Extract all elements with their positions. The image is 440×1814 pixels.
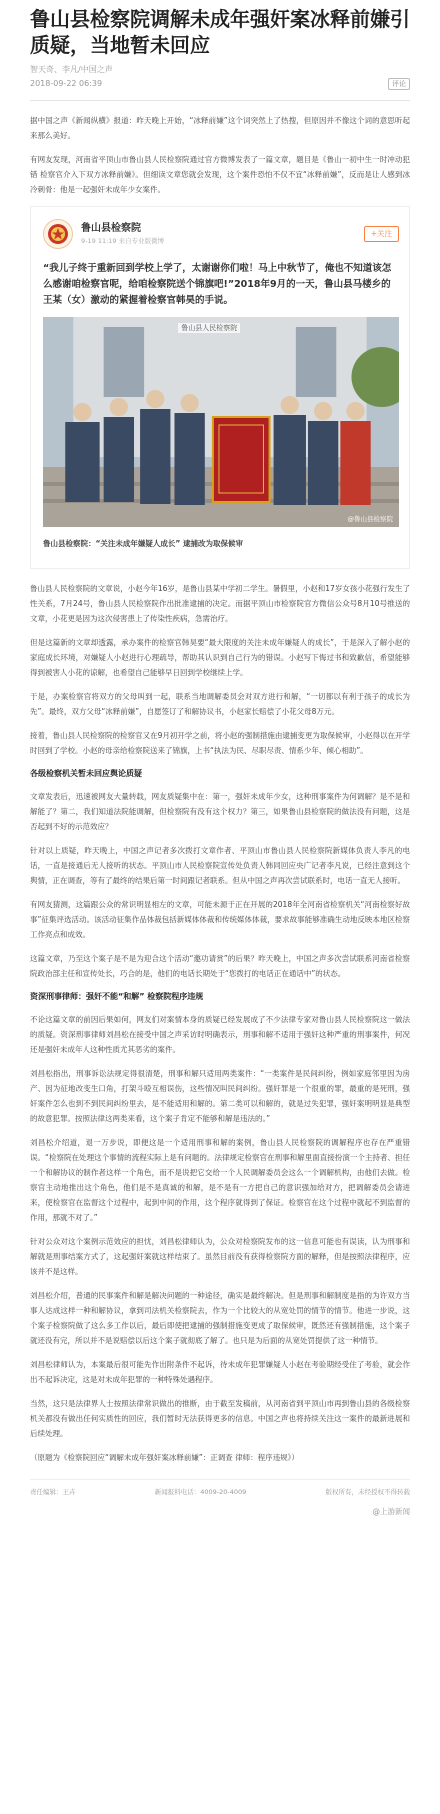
section3-paragraph-1: 不论这篇文章的前因后果如何，网友们对案情本身的质疑已经发展成了不少法律专家对鲁山县人民检察院这一做法的质疑。资深刑事律师刘昌松在接受中国之声采访时明确表示，刑事和解不适用于强奸这种严重的刑事案件，何况还是强奸未成年人这种性质尤其恶劣的案件。	[30, 1015, 410, 1054]
body-paragraph-2: 但是这篇新的文章却透露，承办案件的检察官韩昊要“最大限度的关注未成年嫌疑人的成长”，于是深入了解小赵的家庭成长环境，对嫌疑人小赵进行心理疏导，帮助其认识到自己行为的错误。小赵写下悔过书和致歉信，希望能够得到被害人小花的谅解，也希望自己能够早日回到学校继续上学。	[30, 638, 410, 677]
section-heading-3: 资深刑事律师：强奸不能“和解” 检察院程序违规	[30, 992, 204, 1001]
photo-banner-text: 鲁山县人民检察院	[178, 323, 240, 333]
section3-paragraph-6: 刘昌松律师认为，本案最后很可能先作出附条件不起诉，待未成年犯罪嫌疑人小赵在考验期经受住了考验，就会作出不起诉决定，这是对未成年犯罪的一种特殊处遇程序。	[30, 1360, 410, 1384]
weibo-post-text: “我儿子终于重新回到学校上学了，太谢谢你们啦！马上中秋节了，俺也不知道该怎么感谢咱检察官呢，给咱检察院送个锦旗吧!”2018年9月的一天，鲁山县马楼乡的王某（女）激动的紧握着检察官韩昊的手说。	[43, 263, 392, 306]
divider	[30, 100, 410, 101]
original-title-note: （原题为《检察院回应“调解未成年强奸案冰释前嫌”：正调查 律师：程序违规》）	[30, 1453, 299, 1462]
section3-paragraph-4: 针对公众对这个案例示范效应的担忧，刘昌松律师认为，公众对检察院发布的这一信息可能也有误读，认为刑事和解就是刑事结案方式了，这起强奸案就这样结束了。虽然目前没有获得检察院方面的解释，但是按照法律程序，应该并不是这样。	[30, 1237, 410, 1276]
procuratorate-emblem-icon[interactable]	[43, 219, 73, 249]
body-paragraph-3: 于是，办案检察官将双方的父母叫到一起，联系当地调解委员会对双方进行和解，“一切都以有利于孩子的成长为先”。最终，双方父母“冰释前嫌”，自愿签订了和解协议书，小赵家长赔偿了小花父母8万元。	[30, 692, 410, 716]
article-date: 2018-09-22 06:39	[30, 79, 103, 88]
article-footer	[30, 1479, 410, 1518]
body-paragraph-1: 鲁山县人民检察院的文章说，小赵今年16岁，是鲁山县某中学初二学生。暑假里，小赵和17岁女孩小花强行发生了性关系，7月24号，鲁山县人民检察院作出批准逮捕的决定。而据平顶山市检察院官方微信公众号8月10号推送的文章，小花更是因为这次侵害患上了传染性疾病，急需治疗。	[30, 584, 410, 623]
article-title: 鲁山县检察院调解未成年强奸案冰释前嫌引质疑，当地暂未回应	[30, 7, 410, 57]
intro-paragraph-1: 据中国之声《新闻纵横》报道：昨天晚上开始，“冰释前嫌”这个词突然上了热搜，但原因并不像这个词的意思听起来那么美好。	[30, 116, 410, 140]
section-heading-2: 各级检察机关暂未回应舆论质疑	[30, 769, 142, 778]
section3-paragraph-3: 刘昌松介绍道，退一万步说，即便这是一个适用刑事和解的案例，鲁山县人民检察院的调解程序也存在严重错误。“检察院在处理这个事情的流程实际上是有问题的。法律规定检察官在刑事和解里面直接扮演一个主持者、担任一个和解协议的制作者这样一个角色，而不是说把它交给一个人民调解委员会这么一个调解机构，由他们去做。检察官主动地推出这个角色，他们是不是真诚的和解，是不是有一方把自己的意识强加给对方，把调解委员会请进来，使检察官在监督这个过程中，起到中间的作用，这个程序就得到了保证。检察官在这个过程中就起不到监督的作用，那就不对了。”	[30, 1138, 410, 1222]
tip-phone: 新闻报料电话：4009-20-4009	[154, 1488, 247, 1496]
account-name[interactable]: 鲁山县检察院	[81, 223, 141, 234]
section2-paragraph-2: 针对以上质疑，昨天晚上，中国之声记者多次拨打文章作者、平顶山市鲁山县人民检察院新媒体负责人李凡的电话，一直是接通后无人接听的状态。平顶山市人民检察院宣传处负责人韩同回应央广记者李凡说，已经注意到这个舆情，正在调查，等有了最终的结果后第一时间跟记者联系。但从中国之声再次尝试联系时，电话一直无人接听。	[30, 846, 410, 885]
photo-watermark: @鲁山县检察院	[347, 515, 393, 523]
section3-paragraph-7: 当然，这只是法律界人士按照法律常识做出的推断，由于截至发稿前，从河南省到平顶山市再到鲁山县的各级检察机关都没有做出任何实质性的回应，我们暂时无法获得更多的信息。中国之声也将持续关注这一案件的最新进展和后续处理。	[30, 1399, 410, 1438]
section3-paragraph-5: 刘昌松介绍，普通的民事案件和解是解决问题的一种途径，确实是最终解决。但是刑事和解制度是指的为许双方当事人达成这样一种和解协议，拿到司法机关检察院去，作为一个比较大的从宽处罚的情节的情节。他进一步说，这个案子检察院做了这么多工作以后，最后即使把逮捕的强制措施变更成了取保候审，既然还有强制措施，这个案子就还没有完，所以并不是说赔偿以后这个案子就彻底了解了。也只是为后面的从宽处罚提供了这一种情节。	[30, 1291, 410, 1345]
section2-paragraph-4: 这篇文章，乃至这个案子是不是为迎合这个活动“邀功请赏”的后果？昨天晚上，中国之声多次尝试联系河南省检察院政治部主任和宣传处长，巧合的是，他们的电话长期处于“您拨打的电话正在通话中”的状态。	[30, 954, 410, 978]
intro-paragraph-2: 有网友发现，河南省平顶山市鲁山县人民检察院通过官方微博发表了一篇文章，题目是《鲁山一初中生一时冲动犯错 检察官介入下双方冰释前嫌》。但细读文章您就会发现，这个案件恐怕不仅不宜“冰释前嫌”，反而是让人感到冰冷刺骨：他是一起强奸未成年少女案件。	[30, 155, 410, 194]
group-photo[interactable]	[43, 317, 399, 527]
weibo-card	[30, 206, 410, 569]
weibo-card-header	[43, 219, 399, 249]
article-meta-row	[30, 78, 410, 90]
follow-button[interactable]: +关注	[364, 226, 399, 242]
editor-credit: 责任编辑：王卉	[30, 1488, 76, 1496]
comment-badge[interactable]: 评论	[388, 78, 410, 90]
card-caption: 鲁山县检察院：“关注未成年嫌疑人成长” 逮捕改为取保候审	[43, 539, 243, 548]
footer-row	[30, 1479, 410, 1498]
article-source[interactable]: 智天奇、李凡/中国之声	[30, 65, 113, 74]
body-paragraph-4: 接着，鲁山县人民检察院的检察官又在9月初开学之前，将小赵的强制措施由逮捕变更为取保候审，小赵得以在开学时回到了学校。小赵的母亲给检察院送来了锦旗，上书“执法为民、尽职尽责、情系少年、倾心相助”。	[30, 731, 410, 755]
section2-paragraph-1: 文章发表后，迅速被网友大量转载，网友质疑集中在：第一，强奸未成年少女，这种刑事案件为何调解？是不是和解能了？第二，我们知道法院能调解，但检察院有没有这个权力？第三，如果鲁山县检察院的做法没有问题，这是否起到不好的示范效应？	[30, 792, 410, 831]
source-watermark: @上游新闻	[372, 1507, 410, 1516]
section2-paragraph-3: 有网友猜测，这篇跟公众的常识明显相左的文章，可能未源于正在开展的2018年全河南省检察机关“河南检察好故事”征集评选活动。该活动征集作品体裁包括新媒体体裁和传统媒体体裁，要求故事能够准确生动地反映本地区检察工作亮点和成效。	[30, 900, 410, 939]
account-info	[81, 222, 364, 246]
post-time: 9-19 11:19 来自专业版微博	[81, 237, 165, 245]
copyright-note: 版权所有，未经授权不得转载	[325, 1488, 410, 1496]
group-photo-illustration	[43, 317, 399, 527]
section3-paragraph-2: 刘昌松指出，刑事诉讼法规定得很清楚，刑事和解只适用两类案件：“一类案件是民间纠纷，例如家庭邻里因为房产、因为征地改变生口角，打架斗殴互相误伤，这些情况叫民间纠纷。强奸罪是一个很重的罪，最重的是死刑，强奸案件怎么也到不到民间纠纷里去，是不能适用和解的。第二类可以和解的，就是过失犯罪，强奸案明明显是典型的故意犯罪。按照法律这两类来看，这个案子肯定不能够和解是违法的。”	[30, 1069, 410, 1123]
